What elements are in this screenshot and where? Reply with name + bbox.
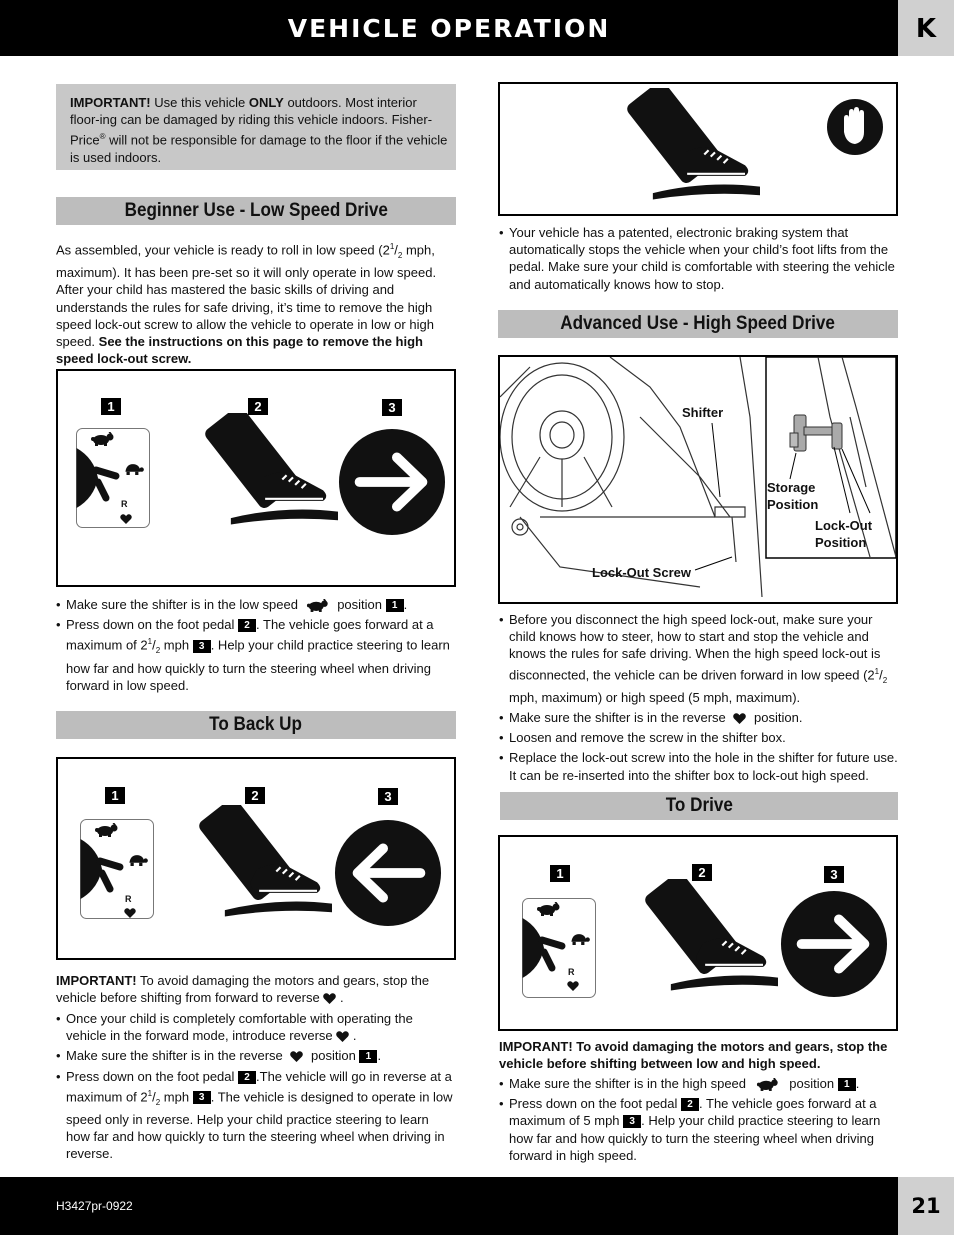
fraction-numerator: 1 — [389, 242, 395, 251]
drive-steps-panel — [498, 835, 898, 1031]
list-item — [56, 1047, 456, 1064]
important-notice-text — [70, 94, 448, 166]
back-arrow-icon — [334, 819, 442, 927]
fraction-numerator: 1 — [874, 666, 880, 676]
important-label: IMPORTANT! — [70, 95, 151, 110]
heading-advanced — [498, 310, 898, 338]
heading-to-drive — [500, 792, 898, 820]
label-storage-position-1: Storage — [767, 480, 816, 495]
heading-back-up-text: To Back Up — [209, 714, 303, 735]
bullet-text: . Help your child practice steering to learn how far and how quickly to turn the steering wheel when driving forward in high speed. — [509, 1113, 881, 1163]
bullet-text: mph, maximum) or high speed (5 mph, maximum). — [509, 689, 801, 705]
fraction-denominator: 2 — [155, 646, 161, 656]
inline-step-number: 1 — [386, 599, 404, 612]
stop-hand-icon — [826, 98, 884, 156]
bullet-text: Press down on the foot pedal — [66, 1068, 235, 1084]
inline-step-number: 3 — [193, 640, 211, 653]
bullet-text: Press down on the foot pedal — [66, 617, 235, 633]
bullet-text: Make sure the shifter is in the high speed — [509, 1076, 747, 1091]
section-letter: K — [898, 0, 954, 56]
heading-back-up — [56, 711, 456, 739]
step-number-1: 1 — [101, 398, 121, 415]
shifter-reverse-label: R — [125, 894, 132, 904]
reverse-heart-icon — [290, 1051, 303, 1062]
step-number-1: 1 — [550, 865, 570, 882]
heading-beginner — [56, 197, 456, 225]
bullet-text: . The vehicle goes forward at a maximum of 2 — [66, 617, 434, 653]
drive-bullets — [499, 1075, 899, 1167]
label-lock-out-position-2: Position — [815, 535, 867, 550]
page-title: VEHICLE OPERATION — [287, 14, 611, 43]
foot-pedal-icon — [628, 879, 778, 997]
foot-pedal-icon — [182, 805, 332, 923]
shifter-reverse-label: R — [121, 499, 128, 509]
label-shifter: Shifter — [682, 405, 724, 420]
shifter-reverse-label: R — [568, 967, 575, 977]
back-up-bullets — [56, 1010, 456, 1166]
shifter-icon — [80, 819, 154, 919]
document-code: H3427pr-0922 — [56, 1199, 133, 1213]
label-lock-out-position-1: Lock-Out — [815, 518, 873, 533]
list-item: • Loosen and remove the screw in the shifter box. — [499, 729, 899, 746]
rabbit-icon — [756, 1078, 780, 1091]
fraction-denominator: 2 — [397, 250, 403, 260]
bullet-text: position. — [754, 709, 803, 725]
advanced-bullets — [499, 611, 899, 787]
foot-lifting-pedal-icon — [610, 88, 760, 206]
page-number: 21 — [898, 1177, 954, 1235]
notice-text-3: will not be responsible for damage to the floor if the vehicle is used indoors. — [70, 132, 448, 165]
reverse-heart-icon — [124, 908, 136, 918]
inline-step-number: 3 — [193, 1091, 211, 1104]
important-text: To avoid damaging the motors and gears, stop the vehicle before shifting from forward to reverse — [56, 973, 430, 1006]
beginner-text-2: mph, maximum). It has been pre-set so it will only operate in low speed. After your child has mastered the basic skills of driving and understands the rules for safe driving, it’s time to remove the high speed lock-out screw to allow the vehicle to operate in low or high speed. — [56, 242, 437, 349]
bullet-text: . — [855, 1076, 860, 1091]
beginner-text-bold: See the instructions on this page to remove the high speed lock-out screw. — [56, 333, 423, 367]
important-notice-box — [56, 84, 456, 170]
step-number-3: 3 — [378, 788, 398, 805]
bullet-text: . The vehicle goes forward at a maximum of 5 mph — [509, 1096, 877, 1129]
important-label: IMPORTANT! — [56, 973, 137, 988]
list-item — [499, 709, 899, 726]
list-item — [56, 1010, 456, 1044]
footer-bar — [0, 1177, 898, 1235]
bullet-text: . — [377, 1048, 382, 1064]
bullet-text: position — [789, 1076, 835, 1091]
important-text: . — [339, 990, 344, 1006]
beginner-steps-panel — [56, 369, 456, 587]
bullet-text: Make sure the shifter is in the low speed — [66, 597, 298, 612]
rabbit-icon — [306, 599, 330, 612]
beginner-text-1: As assembled, your vehicle is ready to roll in low speed (2 — [56, 242, 390, 258]
inline-step-number: 1 — [359, 1050, 377, 1063]
heading-advanced-text: Advanced Use - High Speed Drive — [560, 313, 836, 334]
heading-beginner-text: Beginner Use - Low Speed Drive — [124, 200, 388, 221]
bullet-text: Once your child is completely comfortable with operating the vehicle in the forward mode, introduce reverse — [66, 1011, 413, 1044]
reverse-heart-icon — [120, 514, 132, 524]
list-item — [56, 596, 456, 613]
reverse-heart-icon — [733, 713, 746, 724]
braking-bullets — [499, 224, 899, 296]
fraction-denominator: 2 — [882, 675, 888, 685]
bullet-text: position — [311, 1048, 356, 1064]
step-number-3: 3 — [824, 866, 844, 883]
bullet-text: .The vehicle will go in reverse at a maximum of 2 — [66, 1068, 452, 1105]
bullet-text: Before you disconnect the high speed lock-out, make sure your child knows how to steer, how to start and stop the vehicle and knows the rules for safe driving. When the high speed lock-out is disconnected, the vehicle can be driven forward in low speed (2 — [509, 612, 881, 682]
list-item — [499, 1095, 899, 1164]
bullet-text: position — [337, 597, 383, 612]
notice-text-2: outdoors. Most interior floor-ing can be damaged by riding this vehicle indoors. Fisher-Price — [70, 95, 433, 148]
heading-to-drive-text: To Drive — [665, 795, 733, 816]
bullet-text: . Help your child practice steering to learn how far and how quickly to turn the steering wheel when driving forward in low speed. — [66, 637, 450, 693]
fraction-numerator: 1 — [147, 1088, 153, 1098]
back-up-important — [56, 972, 456, 1006]
bullet-text: Make sure the shifter is in the reverse — [66, 1048, 283, 1064]
list-item: • Press down on the foot pedal 2 . The vehicle goes forward at a maximum of $2^1/_2$ mph 3 . Help your child practice steering to learn how far and how quickly to turn the steering wheel when driving forward in low speed. — [56, 616, 456, 694]
list-item: • Press down on the foot pedal 2 .The vehicle will go in reverse at a maximum of $2^1/_2$ mph 3 . The vehicle is designed to operate in low speed only in reverse. Help your child practice steering to learn how far and how quickly to turn the steering wheel when driving in reverse. — [56, 1068, 456, 1163]
bullet-text: Press down on the foot pedal — [509, 1096, 678, 1112]
braking-panel — [498, 82, 898, 216]
forward-arrow-icon — [338, 428, 446, 536]
list-item: • Your vehicle has a patented, electronic braking system that automatically stops the vehicle when your child’s foot lifts from the pedal. Make sure your child is comfortable with steering the vehicle and automatically knows how to stop. — [499, 224, 899, 293]
shifter-icon — [522, 895, 596, 1001]
step-number-2: 2 — [245, 787, 265, 804]
advanced-diagram-panel — [498, 355, 898, 604]
bullet-text: . — [403, 597, 408, 612]
step-number-1: 1 — [105, 787, 125, 804]
inline-step-number: 2 — [681, 1098, 699, 1111]
bullet-text: mph — [160, 637, 190, 653]
reverse-heart-icon — [567, 981, 579, 991]
inline-step-number: 2 — [238, 1071, 256, 1084]
step-number-2: 2 — [248, 398, 268, 415]
list-item: • Replace the lock-out screw into the hole in the shifter for future use. It can be re-inserted into the shifter box to lock-out high speed. — [499, 749, 899, 783]
inline-step-number: 2 — [238, 619, 256, 632]
steering-wheel-diagram — [500, 357, 896, 602]
list-item — [499, 1075, 899, 1092]
notice-text-1: Use this vehicle — [150, 95, 249, 110]
reverse-heart-icon — [336, 1031, 349, 1042]
bullet-text: mph — [160, 1089, 190, 1105]
fraction-denominator: 2 — [155, 1097, 161, 1107]
beginner-paragraph: As assembled, your vehicle is ready to roll in low speed ($2^1/_2$ mph, maximum). It has been pre-set so it will only operate in low speed. After your child has mastered the basic skills of driving and understands the rules for safe driving, it’s time to remove the high speed lock-out screw to allow the vehicle to operate in low or high speed. See the instructions on this page to remove the high speed lock-out screw. — [56, 242, 437, 367]
only-emphasis: ONLY — [248, 95, 284, 110]
bullet-text: Make sure the shifter is in the reverse — [509, 709, 726, 725]
reverse-heart-icon — [323, 993, 336, 1004]
label-storage-position-2: Position — [767, 497, 819, 512]
bullet-text: . — [352, 1028, 357, 1044]
bullet-text: . The vehicle is designed to operate in low speed only in reverse. Help your child practice steering to learn how far and how quickly to turn the steering wheel when driving in reverse. — [66, 1089, 453, 1162]
back-up-steps-panel — [56, 757, 456, 960]
step-number-2: 2 — [692, 864, 712, 881]
inline-step-number: 1 — [838, 1078, 856, 1091]
foot-pedal-icon — [188, 413, 338, 531]
beginner-bullets — [56, 596, 456, 697]
registered-mark: ® — [99, 132, 106, 142]
forward-arrow-icon — [780, 890, 888, 998]
drive-important: IMPORANT! To avoid damaging the motors and gears, stop the vehicle before shifting between low and high speed. — [499, 1039, 888, 1072]
step-number-3: 3 — [382, 399, 402, 416]
fraction-numerator: 1 — [147, 637, 153, 647]
shifter-icon — [76, 428, 150, 528]
label-lock-out-screw: Lock-Out Screw — [592, 565, 691, 580]
list-item: • Before you disconnect the high speed lock-out, make sure your child knows how to steer, how to start and stop the vehicle and knows the rules for safe driving. When the high speed lock-out is disconnected, the vehicle can be driven forward in low speed ($2^1/_2$ mph, maximum) or high speed (5 mph, maximum). — [499, 611, 899, 706]
inline-step-number: 3 — [623, 1115, 641, 1128]
